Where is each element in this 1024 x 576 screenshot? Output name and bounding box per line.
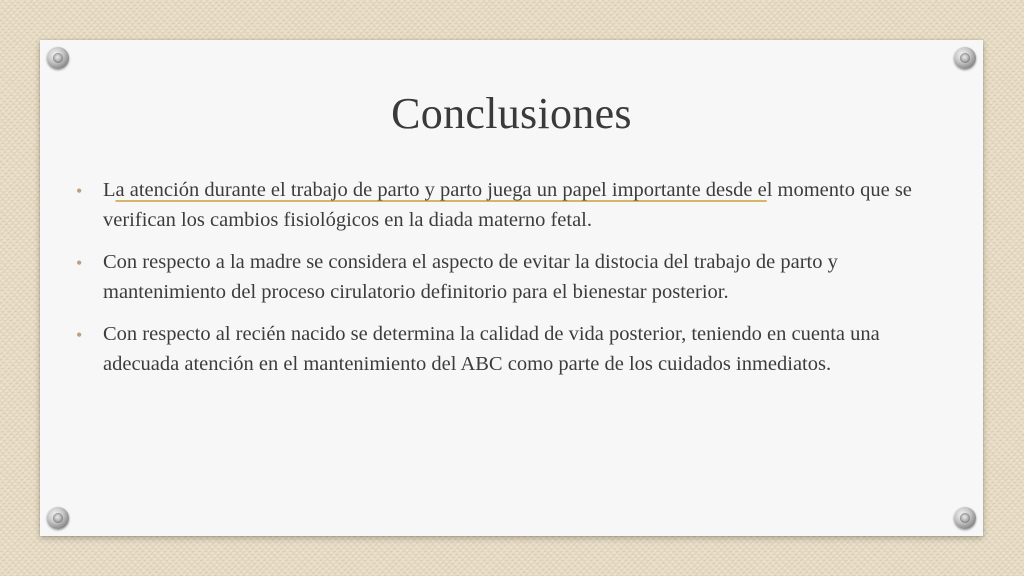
bullet-text: Con respecto al recién nacido se determina la calidad de vida posterior, teniendo en cuenta una adecuada atención en el mantenimiento del ABC como parte de los cuidados inmediatos. xyxy=(103,323,880,375)
rivet-icon xyxy=(954,507,976,529)
bullet-text-lead: L xyxy=(103,179,116,201)
bullet-text-trail: l momento que se verifican los cambios fisiológicos en la diada materno fetal. xyxy=(103,179,912,231)
rivet-icon xyxy=(47,47,69,69)
rivet-icon xyxy=(954,47,976,69)
bullet-item xyxy=(76,319,933,379)
bullet-text-underlined: a atención durante el trabajo de parto y parto juega un papel importante desde e xyxy=(115,179,767,201)
rivet-icon xyxy=(47,507,69,529)
bullet-text: Con respecto a la madre se considera el aspecto de evitar la distocia del trabajo de parto y mantenimiento del proceso cirulatorio definitorio para el bienestar posterior. xyxy=(103,251,838,303)
bullet-list xyxy=(76,175,933,391)
bullet-dot-icon: • xyxy=(76,325,83,345)
bullet-item xyxy=(76,175,933,235)
bullet-dot-icon: • xyxy=(76,253,83,273)
slide-title: Conclusiones xyxy=(391,89,632,138)
bullet-item xyxy=(76,247,933,307)
bullet-dot-icon: • xyxy=(76,181,83,201)
